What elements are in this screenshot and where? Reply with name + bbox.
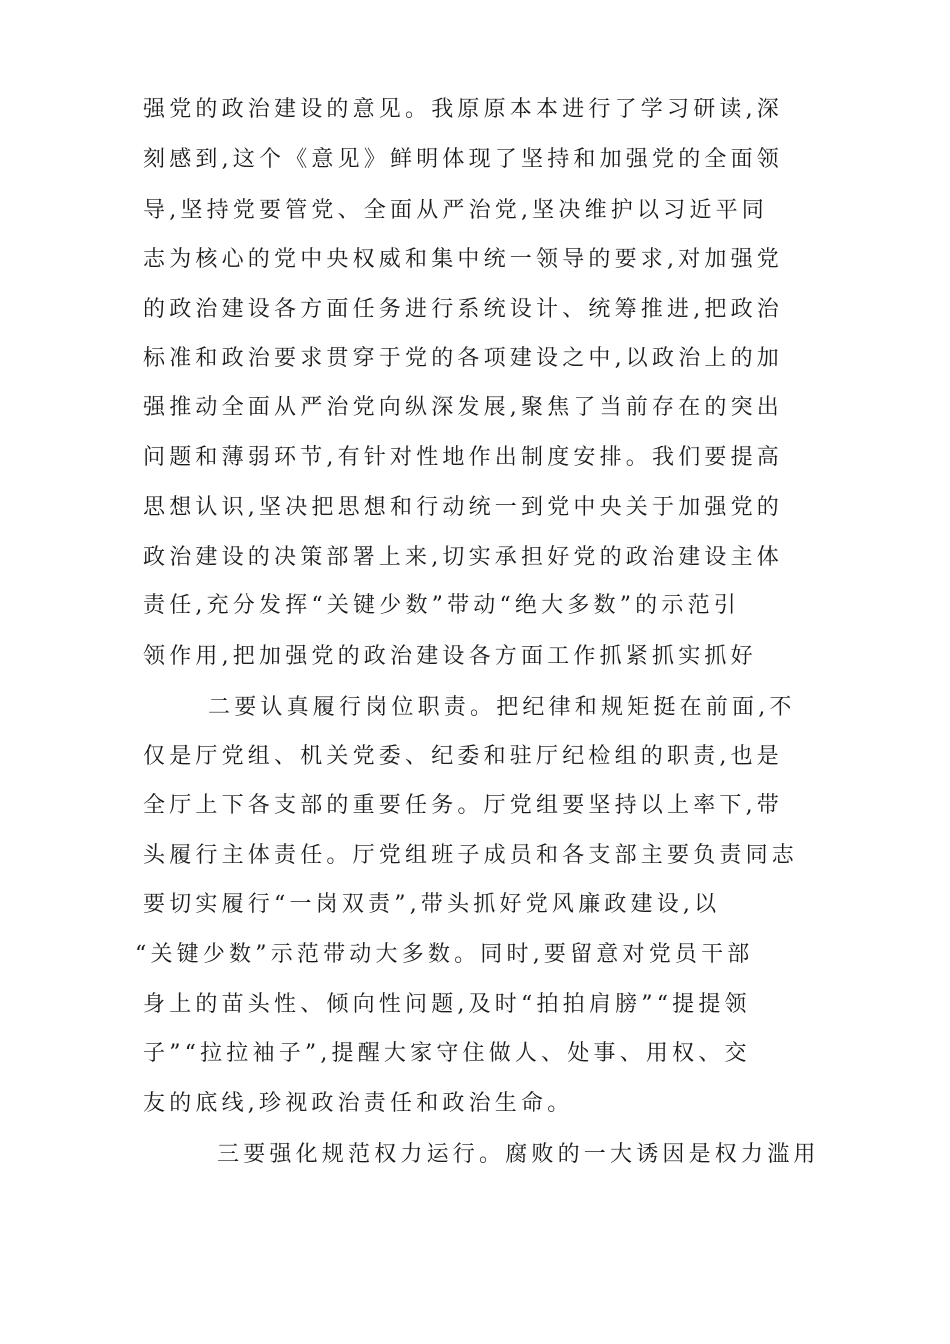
text-line: 刻感到,这个《意见》鲜明体现了坚持和加强党的全面领 (143, 147, 783, 172)
text-line: 问题和薄弱环节,有针对性地作出制度安排。我们要提高 (143, 445, 783, 470)
text-line: 标准和政治要求贯穿于党的各项建设之中,以政治上的加 (143, 346, 783, 371)
text-line: 二要认真履行岗位职责。把纪律和规矩挺在前面,不 (208, 695, 796, 720)
text-line: 志为核心的党中央权威和集中统一领导的要求,对加强党 (143, 247, 783, 272)
text-line: 导,坚持党要管党、全面从严治党,坚决维护以习近平同 (143, 198, 768, 223)
text-line: 子”“拉拉袖子”,提醒大家守住做人、处事、用权、交 (143, 1041, 751, 1066)
text-line: 领作用,把加强党的政治建设各方面工作抓紧抓实抓好 (143, 644, 757, 669)
text-line: 责任,充分发挥“关键少数”带动“绝大多数”的示范引 (143, 593, 740, 618)
text-line: 头履行主体责任。厅党组班子成员和各支部主要负责同志 (143, 843, 799, 868)
text-line: 思想认识,坚决把思想和行动统一到党中央关于加强党的 (143, 495, 783, 520)
text-line: “关键少数”示范带动大多数。同时,要留意对党员干部 (135, 942, 754, 967)
text-line: 强党的政治建设的意见。我原原本本进行了学习研读,深 (143, 97, 783, 122)
text-line: 要切实履行“一岗双责”,带头抓好党风廉政建设,以 (143, 892, 721, 917)
text-line: 仅是厅党组、机关党委、纪委和驻厅纪检组的职责,也是 (143, 744, 783, 769)
text-line: 强推动全面从严治党向纵深发展,聚焦了当前存在的突出 (143, 395, 783, 420)
text-line: 三要强化规范权力运行。腐败的一大诱因是权力滥用 (217, 1142, 820, 1167)
text-line: 友的底线,珍视政治责任和政治生命。 (143, 1091, 574, 1116)
text-line: 身上的苗头性、倾向性问题,及时“拍拍肩膀”“提提领 (143, 992, 751, 1017)
text-line: 政治建设的决策部署上来,切实承担好党的政治建设主体 (143, 545, 783, 570)
text-line: 的政治建设各方面任务进行系统设计、统筹推进,把政治 (143, 297, 783, 322)
text-line: 全厅上下各支部的重要任务。厅党组要坚持以上率下,带 (143, 793, 783, 818)
